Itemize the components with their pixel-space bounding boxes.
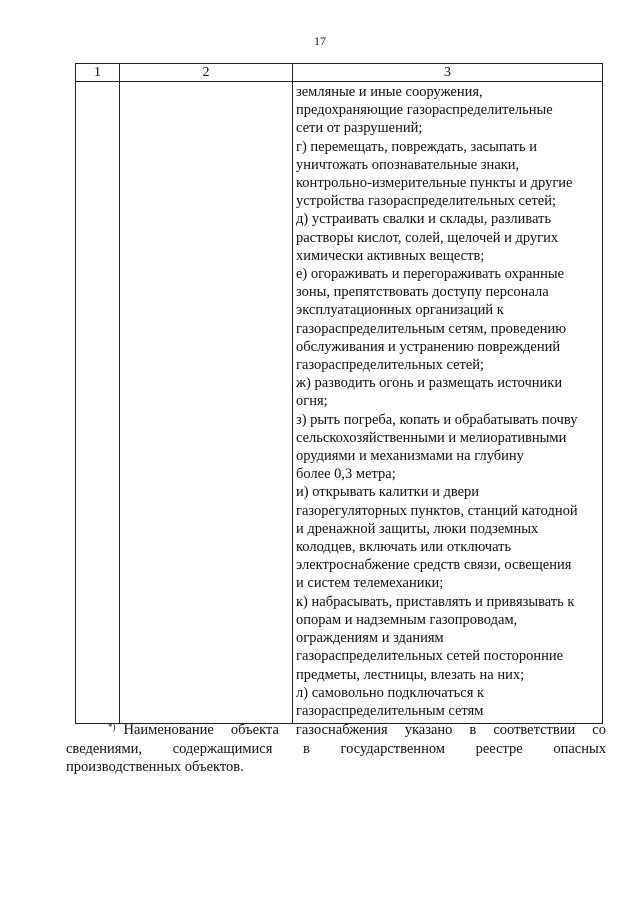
restriction-line: огня; [296,393,328,410]
restriction-line: опорам и надземным газопроводам, [296,611,518,628]
restriction-line: электроснабжение средств связи, освещения [296,557,572,574]
footnote-text-1: Наименование объекта газоснабжения указано в соответствии со [123,722,606,738]
restriction-line: и дренажной защиты, люки подземных [296,520,539,537]
column-header-3: 3 [293,64,603,82]
restriction-line: более 0,3 метра; [296,466,396,483]
restriction-line: сети от разрушений; [296,120,423,137]
restriction-line: з) рыть погреба, копать и обрабатывать почву [296,411,578,428]
footnote-line-2: сведениями, содержащимися в государственном реестре опасных [66,740,606,757]
restriction-line: ограждениям и зданиям [296,630,444,647]
restriction-line: орудиями и механизмами на глубину [296,448,524,465]
restriction-line: газораспределительных сетей; [296,357,485,374]
restriction-line: и) открывать калитки и двери [296,484,480,501]
footnote-marker: *) [108,722,116,732]
restriction-line: земляные и иные сооружения, [296,84,483,100]
table-row [76,82,603,724]
column-header-2: 2 [120,64,293,82]
restriction-line: предохраняющие газораспределительные [296,102,553,119]
restriction-line: е) огораживать и перегораживать охранные [296,266,565,283]
restriction-line: газораспределительных сетей посторонние [296,648,564,665]
table-header-row [76,64,603,82]
cell-col3 [293,82,603,724]
footnote-line-1 [66,721,606,740]
restriction-line: устройства газораспределительных сетей; [296,193,557,210]
restriction-line: к) набрасывать, приставлять и привязывать к [296,593,575,610]
restriction-line: сельскохозяйственными и мелиоративными [296,429,567,446]
restriction-line: растворы кислот, солей, щелочей и других [296,229,559,246]
footnote-line-3: производственных объектов. [66,759,244,776]
restriction-line: газораспределительным сетям [296,702,484,719]
restriction-line: и систем телемеханики; [296,575,444,592]
column-header-1: 1 [76,64,120,82]
restriction-line: обслуживания и устранению повреждений [296,338,561,355]
restriction-line: предметы, лестницы, влезать на них; [296,666,525,683]
restrictions-table [75,63,603,724]
restrictions-text [293,82,602,723]
restriction-line: эксплуатационных организаций к [296,302,504,319]
restriction-line: колодцев, включать или отключать [296,539,512,556]
restriction-line: зоны, препятствовать доступу персонала [296,284,549,301]
restriction-line: л) самовольно подключаться к [296,684,485,701]
restriction-line: газорегуляторных пунктов, станций катодной [296,502,578,519]
cell-col2 [120,82,293,724]
page-number: 17 [314,34,326,48]
restriction-line: контрольно-измерительные пункты и другие [296,175,573,192]
cell-col1 [76,82,120,724]
restriction-line: уничтожать опознавательные знаки, [296,156,520,173]
restriction-line: г) перемещать, повреждать, засыпать и [296,138,538,155]
restriction-line: д) устраивать свалки и склады, разливать [296,211,552,228]
restriction-line: химически активных веществ; [296,247,485,264]
footnote [66,721,606,777]
restriction-line: газораспределительным сетям, проведению [296,320,567,337]
restriction-line: ж) разводить огонь и размещать источники [296,375,563,392]
